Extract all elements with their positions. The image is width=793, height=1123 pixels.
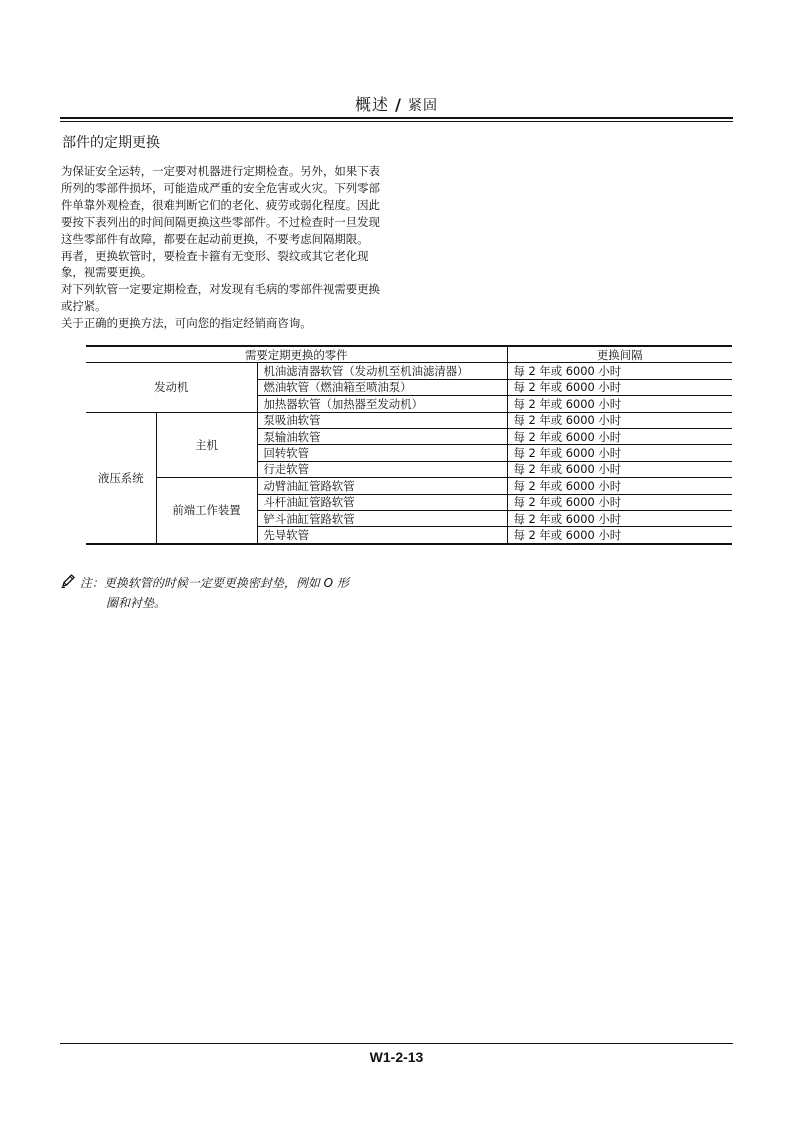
note [60, 573, 349, 612]
part-cell: 行走软管 [257, 461, 507, 477]
interval-cell: 每 2 年或 6000 小时 [507, 527, 732, 544]
interval-cell: 每 2 年或 6000 小时 [507, 428, 732, 444]
header-rule-thick [60, 117, 733, 119]
table-header-row [86, 346, 732, 363]
part-cell: 泵吸油软管 [257, 412, 507, 428]
interval-cell: 每 2 年或 6000 小时 [507, 461, 732, 477]
header-title-sub: 紧固 [408, 98, 439, 114]
body-text [61, 163, 391, 332]
page-number: W1-2-13 [369, 1049, 424, 1065]
part-cell: 动臂油缸管路软管 [257, 478, 507, 494]
part-cell: 回转软管 [257, 445, 507, 461]
part-cell: 泵输油软管 [257, 428, 507, 444]
interval-cell: 每 2 年或 6000 小时 [507, 445, 732, 461]
footer-rule [60, 1043, 733, 1044]
interval-cell: 每 2 年或 6000 小时 [507, 379, 732, 395]
table-row [86, 363, 732, 379]
hydraulic-group-label: 液压系统 [86, 412, 156, 544]
part-cell: 铲斗油缸管路软管 [257, 510, 507, 526]
section-title: 部件的定期更换 [62, 135, 160, 151]
paragraph: 关于正确的更换方法，可向您的指定经销商咨询。 [61, 316, 312, 331]
interval-cell: 每 2 年或 6000 小时 [507, 494, 732, 510]
interval-cell: 每 2 年或 6000 小时 [507, 510, 732, 526]
part-cell: 机油滤清器软管（发动机至机油滤清器） [257, 363, 507, 379]
header-interval: 更换间隔 [507, 346, 732, 363]
paragraph: 为保证安全运转，一定要对机器进行定期检查。另外，如果下表所列的零部件损坏，可能造成严重的安全危害或火灾。下列零部件单靠外观检查，很难判断它们的老化、疲劳或弱化程度。因此要按下表列出的时间间隔更换这些零部件。不过检查时一旦发现这些零部件有故障，都要在起动前更换，不要考虑间隔期限。 [61, 164, 380, 246]
header-separator: / [395, 95, 402, 114]
table-row [86, 412, 732, 428]
interval-cell: 每 2 年或 6000 小时 [507, 478, 732, 494]
part-cell: 加热器软管（加热器至发动机） [257, 396, 507, 412]
header-rule-thin [60, 121, 733, 122]
part-cell: 燃油软管（燃油箱至喷油泵） [257, 379, 507, 395]
table-row [86, 478, 732, 494]
replacement-table [86, 345, 732, 545]
pencil-icon [60, 573, 76, 594]
page-header [0, 92, 793, 115]
interval-cell: 每 2 年或 6000 小时 [507, 363, 732, 379]
paragraph: 再者，更换软管时，要检查卡箍有无变形、裂纹或其它老化现象，视需要更换。 [61, 248, 369, 280]
engine-group-label: 发动机 [86, 363, 257, 412]
part-cell: 先导软管 [257, 527, 507, 544]
main-machine-label: 主机 [156, 412, 257, 478]
note-line-1: 注：更换软管的时候一定要更换密封垫，例如 O 形 [79, 576, 349, 590]
note-line-2: 圈和衬垫。 [106, 596, 167, 610]
part-cell: 斗杆油缸管路软管 [257, 494, 507, 510]
header-parts: 需要定期更换的零件 [86, 346, 507, 363]
interval-cell: 每 2 年或 6000 小时 [507, 396, 732, 412]
front-attachment-label: 前端工作装置 [156, 478, 257, 544]
header-title-main: 概述 [354, 95, 389, 114]
interval-cell: 每 2 年或 6000 小时 [507, 412, 732, 428]
paragraph: 对下列软管一定要定期检查，对发现有毛病的零部件视需要更换或拧紧。 [61, 282, 380, 314]
